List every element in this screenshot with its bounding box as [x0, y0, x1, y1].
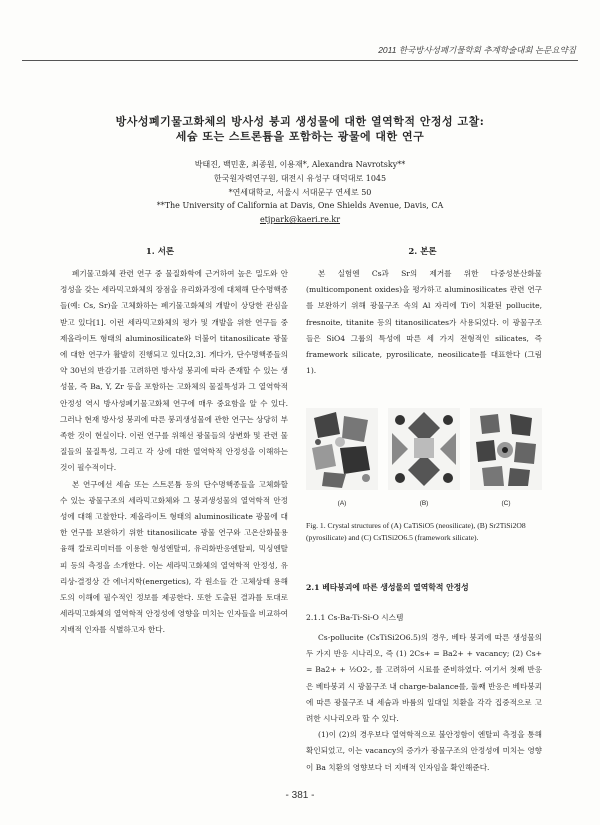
- page-number: - 381 -: [285, 790, 315, 801]
- main-intro-paragraph: 본 실험엔 Cs과 Sr의 제거를 위한 다중성분산화물(multicomponent oxides)을 평가하고 aluminosilicates 관련 연구를 보완하기 위해 광물구조 속의 Al 자리에 Ti이 치환된 pollucite, fresnoite, titanite 등의 titanosilicates가 사용되었다. 이 광물구조들은 SiO4 그룹의 특성에 따른 세 가지 전형적인 silicates, 즉 framework silicate, pyrosilicate, neosilicate를 대표한다 (그림 1).: [306, 269, 542, 376]
- left-column: [60, 266, 288, 639]
- right-column-intro: [306, 266, 542, 379]
- paper-title-line2: 세슘 또는 스트론튬을 포함하는 광물에 대한 연구: [175, 130, 425, 143]
- body-paragraph-1: Cs-pollucite (CsTiSi2O6.5)의 경우, 베타 붕괴에 따른 생성물의 두 가지 반응 시나리오, 즉 (1) 2Cs+ = Ba2+ + vacancy; (2) Cs+ = Ba2+ + ½O2-, 를 고려하여 시료를 준비하였다. 여기서 첫째 반응은 베타붕괴 시 광물구조 내 charge-balance를, 둘째 반응은 베타붕괴에 따른 광물구조 내 세슘과 바륨의 일대일 치환을 각각 집중적으로 고려한 시나리오라 할 수 있다.: [306, 633, 542, 724]
- crystal-structure-a-image: [306, 408, 378, 490]
- journal-header: 2011 한국방사성폐기물학회 추계학술대회 논문요약집: [378, 45, 576, 55]
- affiliation-1: 한국원자력연구원, 대전시 유성구 대덕대로 1045: [213, 174, 387, 183]
- author-email: etjpark@kaeri.re.kr: [259, 215, 341, 224]
- intro-paragraph-2: 본 연구에선 세슘 또는 스트론튬 등의 단수명핵종들을 고체화할 수 있는 광물구조의 세라믹고화체와 그 붕괴생성물의 열역학적 안정성에 대해 고찰한다. 제올라이트 형태의 aluminosilicate 광물에 대한 연구를 보완하기 위한 titanosilicate 광물 연구와 고온산화물용융해 칼로리미터를 이용한 형성엔탈피, 유리화반응엔탈피, 믹싱엔탈피 등의 측정을 소개한다. 이는 세라믹고화체의 열역학적 안정성, 유리상-결정상 간 에너지학(energetics), 각 원소들 간 고체상태 용해도의 이해에 필수적인 정보를 제공한다. 또한 도출된 결과를 토대로 세라믹고화체의 열역학적 안정성에 영향을 미치는 인자들을 비교하여 지배적 인자를 식별하고자 한다.: [60, 479, 288, 635]
- crystal-structure-figure: [306, 408, 542, 513]
- section-heading-introduction: 1. 서론: [145, 247, 175, 257]
- paper-title-line1: 방사성폐기물고화체의 방사성 붕괴 생성물에 대한 열역학적 안정성 고찰:: [115, 115, 485, 128]
- figure-label-b: (B): [419, 500, 429, 507]
- intro-paragraph-1: 폐기물고화체 관련 연구 중 물질화학에 근거하여 높은 밀도와 안정성을 갖는 세라믹고화체의 장점을 유리화과정에 대체해 단수명핵종들(예: Cs, Sr)을 고체화하는 폐기물고화체의 개발이 상당한 관심을 받고 있다[1]. 이런 세라믹고화체의 평가 및 개발을 위한 연구들 중 제올라이트 형태의 aluminosilicate와 더불어 titanosilicate 광물에 대한 연구가 활발히 진행되고 있다[2,3]. 게다가, 단수명핵종들의 약 30년의 반감기를 고려하면 방사성 붕괴에 따라 존재할 수 있는 생성물, 즉 Ba, Y, Zr 등을 포함하는 고화체의 물질특성과 그 열역학적 안정성 역시 방사성폐기물고화체 연구에 매우 중요함을 알 수 있다. 그러나 현재 방사성 붕괴에 따른 붕괴생성물에 관한 연구는 상당히 부족한 것이 현실이다. 이런 연구를 위해선 광물들의 상변화 및 관련 물질들의 물질특성, 그리고 각 상에 대한 열역학적 안정성을 이해하는 것이 필수적이다.: [60, 269, 288, 473]
- crystal-structure-b-image: [388, 408, 460, 490]
- author-list: 박태진, 백민훈, 최종원, 이용재*, Alexandra Navrotsky**: [194, 160, 406, 169]
- figure-label-c: (C): [501, 500, 511, 507]
- subsection-heading: 2.1 베타붕괴에 따른 생성물의 열역학적 안정성: [306, 583, 469, 592]
- figure-label-a: (A): [337, 500, 347, 507]
- affiliation-3: **The University of California at Davis, One Shields Avenue, Davis, CA: [156, 201, 444, 210]
- crystal-structure-c-image: [470, 408, 542, 490]
- header-rule: [22, 60, 578, 61]
- body-paragraph-2: (1)이 (2)의 경우보다 열역학적으로 불안정함이 엔탈피 측정을 통해 확인되었고, 이는 vacancy의 증가가 광물구조의 안정성에 미치는 영향이 Ba 치환의 영향보다 더 지배적 인자임을 확인해준다.: [306, 730, 542, 772]
- right-column-body: [306, 630, 542, 776]
- section-heading-main: 2. 본론: [408, 247, 437, 257]
- subsubsection-heading: 2.1.1 Cs-Ba-Ti-Si-O 시스템: [306, 613, 404, 622]
- affiliation-2: *연세대학교, 서울시 서대문구 연세로 50: [228, 188, 372, 197]
- figure-caption: Fig. 1. Crystal structures of (A) CaTiSiO5 (neosilicate), (B) Sr2TiSi2O8 (pyrosilicate) and (C) CsTiSi2O6.5 (framework silicate).: [306, 521, 526, 542]
